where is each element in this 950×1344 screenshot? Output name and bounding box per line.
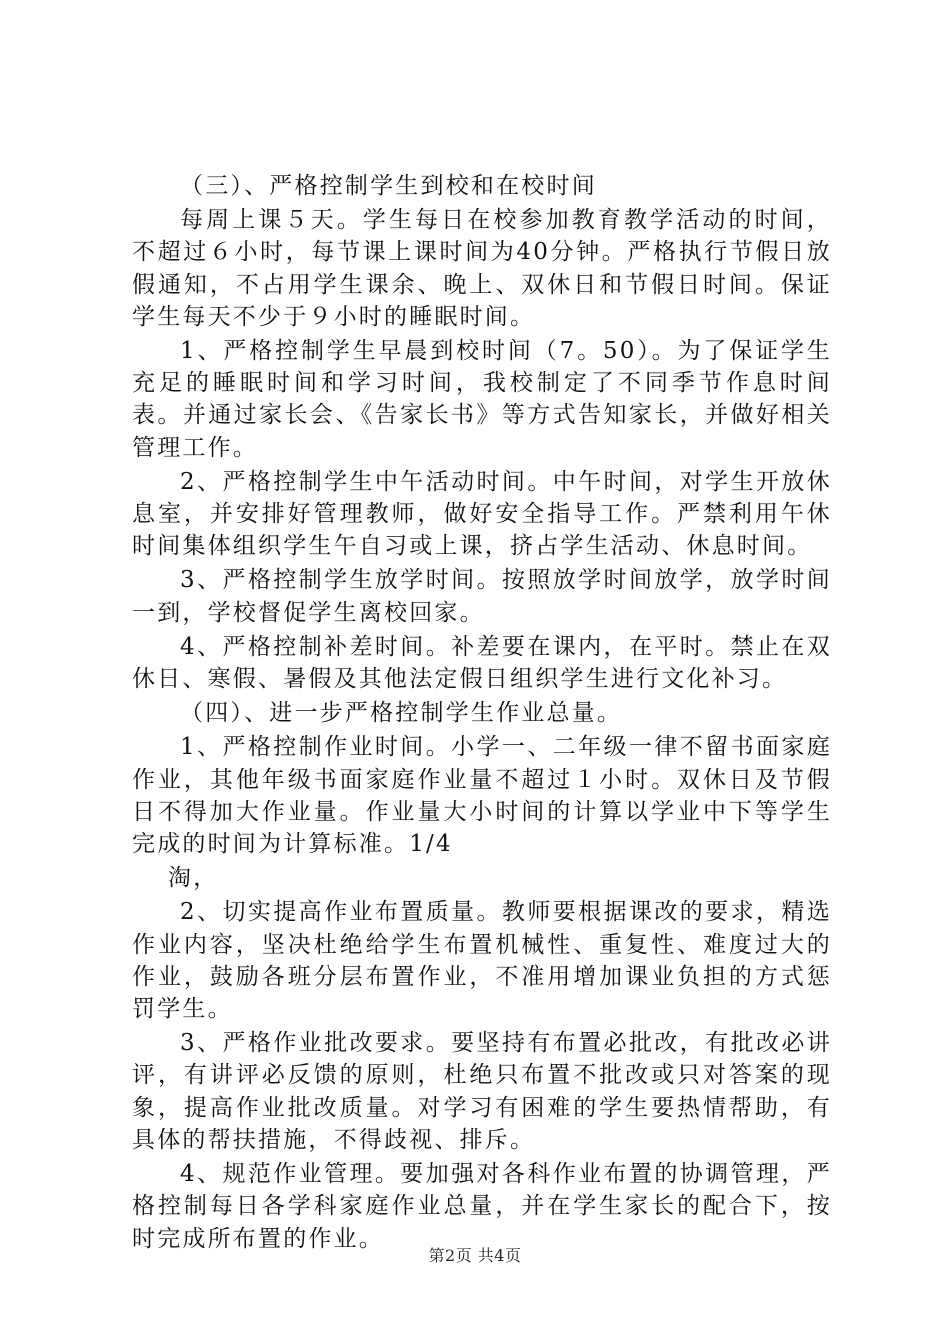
page-number-footer: 第2页 共4页 xyxy=(428,1246,522,1265)
section-heading-four: （四）、进一步严格控制学生作业总量。 xyxy=(180,700,623,727)
paragraph-homework-time: 1、严格控制作业时间。小学一、二年级一律不留书面家庭作业，其他年级书面家庭作业量不超过１小时。双休日及节假日不得加大作业量。作业量大小时间的计算以学业中下等学生完成的时间为计算标准。1/4 xyxy=(132,734,832,858)
paragraph-homework-quality: 2、切实提高作业布置质量。教师要根据课改的要求，精选作业内容，坚决杜绝给学生布置机械性、重复性、难度过大的作业，鼓励各班分层布置作业，不准用增加课业负担的方式惩罚学生。 xyxy=(132,899,832,1023)
paragraph-item-4-tutoring: 4、严格控制补差时间。补差要在课内，在平时。禁止在双休日、寒假、暑假及其他法定假日组织学生进行文化补习。 xyxy=(132,633,832,693)
paragraph-item-2-noon: 2、严格控制学生中午活动时间。中午时间，对学生开放休息室，并安排好管理教师，做好安全指导工作。严禁利用午休时间集体组织学生午自习或上课，挤占学生活动、休息时间。 xyxy=(132,468,832,560)
paragraph-stray-text: 淘， xyxy=(168,865,219,892)
document-body xyxy=(132,170,832,1257)
paragraph-item-3-dismissal: 3、严格控制学生放学时间。按照放学时间放学，放学时间一到，学校督促学生离校回家。 xyxy=(132,567,832,626)
section-heading-three: （三）、严格控制学生到校和在校时间 xyxy=(180,173,597,199)
paragraph-class-hours: 每周上课５天。学生每日在校参加教育教学活动的时间，不超过６小时，每节课上课时间为40分钟。严格执行节假日放假通知，不占用学生课余、晚上、双休日和节假日时间。保证学生每天不少于９小时的睡眠时间。 xyxy=(132,207,832,330)
paragraph-homework-management: 4、规范作业管理。要加强对各科作业布置的协调管理，严格控制每日各学科家庭作业总量，并在学生家长的配合下，按时完成所布置的作业。 xyxy=(132,1161,832,1252)
paragraph-item-1-arrival: 1、严格控制学生早晨到校时间（7。50）。为了保证学生充足的睡眠时间和学习时间，我校制定了不同季节作息时间表。并通过家长会、《告家长书》等方式告知家长，并做好相关管理工作。 xyxy=(132,338,832,461)
paragraph-homework-grading: 3、严格作业批改要求。要坚持有布置必批改，有批改必讲评，有讲评必反馈的原则，杜绝只布置不批改或只对答案的现象，提高作业批改质量。对学习有困难的学生要热情帮助，有具体的帮扶措施，不得歧视、排斥。 xyxy=(132,1030,832,1153)
